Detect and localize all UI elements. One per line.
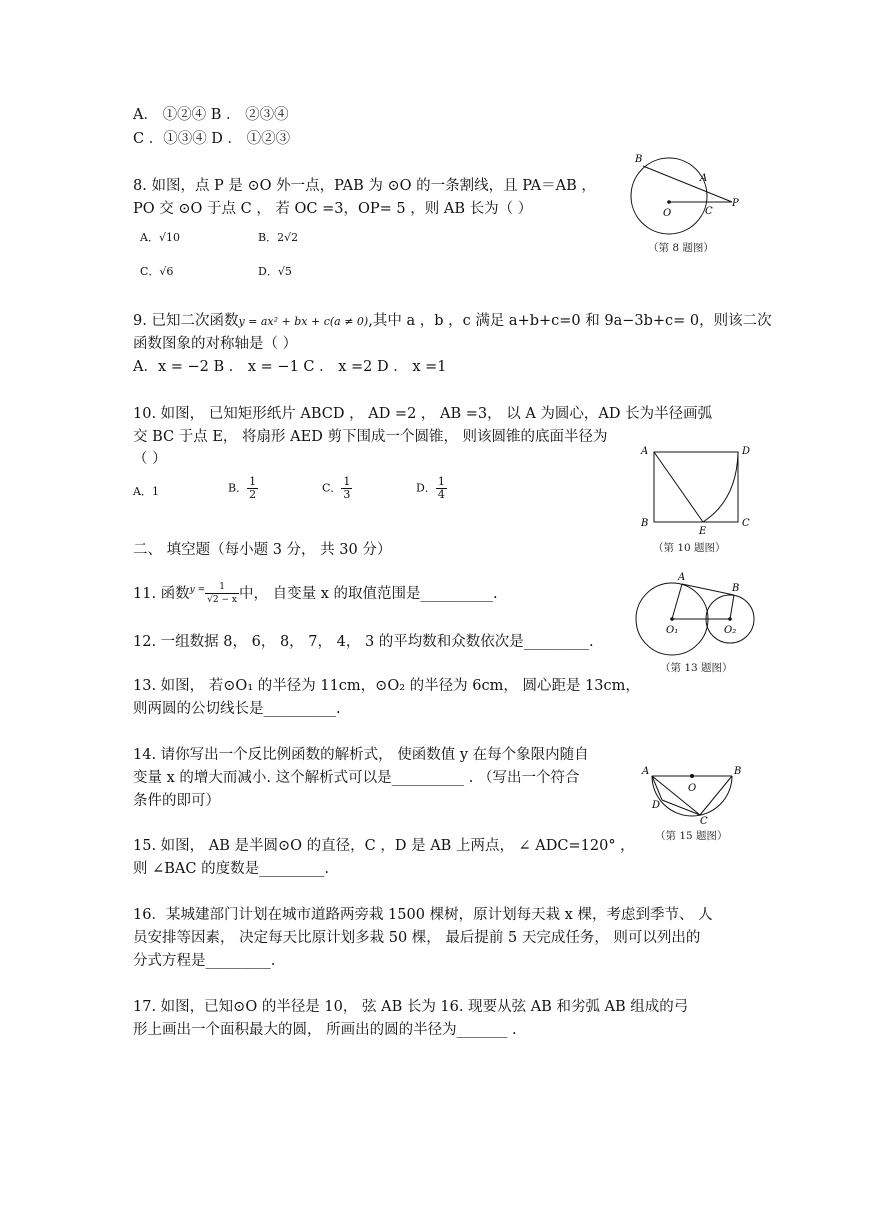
q8-label-c: C (705, 206, 713, 217)
q10-option-b-letter: B． (228, 481, 248, 495)
q10-option-d-fraction (436, 476, 447, 501)
q10-arc-de (703, 452, 738, 522)
q10-option-b-den: 2 (249, 488, 257, 501)
q13-caption: （第 13 题图） (660, 662, 733, 674)
q15-label-o: O (688, 783, 697, 794)
q15-label-d: D (652, 800, 661, 811)
q15-label-c: C (700, 816, 708, 826)
q15-stem-line1: 15. 如图， AB 是半圆⊙O 的直径，C ，D 是 AB 上两点， ∠ ADC=120° ， (133, 838, 635, 854)
q13-label-b: B (732, 583, 740, 594)
q7-options-line2: C ．①③④ D ． ①②③ (133, 131, 291, 147)
q11-suffix: 中， 自变量 x 的取值范围是__________. (238, 585, 498, 602)
q11-fraction-den: √2 − x (207, 595, 237, 606)
q17-stem-line2: 形上画出一个面积最大的圆， 所画出的圆的半径为_______ . (133, 1022, 517, 1038)
q13-stem-line2: 则两圆的公切线长是__________. (133, 701, 341, 717)
q8-secant-pb (643, 166, 732, 202)
q9-prefix: 9. 已知二次函数 (133, 313, 239, 329)
q16-stem-line3: 分式方程是_________. (133, 953, 276, 969)
q17-stem-line1: 17. 如图，已知⊙O 的半径是 10， 弦 AB 长为 16. 现要从弦 AB 和劣弧 AB 组成的弓 (133, 999, 689, 1015)
q15-semicircle-arc (652, 776, 732, 816)
q10-label-e: E (699, 526, 707, 537)
q10-stem-line2: 交 BC 于点 E， 将扇形 AED 剪下围成一个圆锥， 则该圆锥的底面半径为 (133, 429, 608, 445)
q12-stem: 12. 一组数据 8， 6， 8， 7， 4， 3 的平均数和众数依次是_________. (133, 634, 594, 650)
q10-option-b-fraction (247, 476, 258, 501)
q13-tangent-ab (682, 584, 734, 595)
q8-figure (625, 150, 745, 240)
q10-option-c-letter: C． (322, 481, 342, 495)
q11-fraction-num: 1 (205, 581, 239, 594)
q11-prefix: 11. 函数 (133, 585, 190, 602)
q8-label-p: P (732, 198, 739, 209)
q10-figure (633, 440, 758, 540)
q10-option-b-num: 1 (249, 475, 257, 488)
q8-caption: （第 8 题图） (648, 242, 714, 254)
q13-label-o2: O₂ (724, 625, 737, 636)
q10-option-c-num: 1 (343, 475, 351, 488)
q10-segment-ae (654, 452, 703, 522)
q16-stem-line1: 16．某城建部门计划在城市道路两旁栽 1500 棵树，原计划每天栽 x 棵，考虑到季节、 人 (133, 907, 713, 923)
q8-label-b: B (635, 154, 643, 165)
q15-stem-line2: 则 ∠BAC 的度数是_________. (133, 861, 329, 877)
q8-stem-line1: 8. 如图，点 P 是 ⊙O 外一点，PAB 为 ⊙O 的一条割线，且 PA＝AB ， (133, 178, 596, 194)
q8-label-a: A (700, 173, 708, 184)
q10-stem-line3: （ ） (133, 451, 167, 467)
q10-option-c-fraction (341, 476, 352, 501)
q11-fraction (205, 581, 239, 606)
q15-figure (640, 760, 745, 826)
q15-label-a: A (642, 766, 650, 777)
q10-label-c: C (742, 518, 750, 529)
q13-center-o2-dot (728, 617, 732, 621)
q8-label-o: O (663, 208, 672, 219)
q10-label-b: B (641, 518, 649, 529)
q14-stem-line1: 14. 请你写出一个反比例函数的解析式， 使函数值 y 在每个象限内随自 (133, 747, 589, 763)
q16-stem-line2: 员安排等因素， 决定每天比原计划多栽 50 棵， 最后提前 5 天完成任务， 则可以列出的 (133, 930, 701, 946)
q13-radius-o1a (672, 584, 682, 619)
q9-options: A．x = −2 B ． x = −1 C ． x =2 D ． x =1 (133, 359, 447, 375)
q10-caption: （第 10 题图） (653, 542, 726, 554)
q15-center-dot (690, 774, 694, 778)
q10-option-d (416, 476, 447, 501)
q10-label-a: A (641, 446, 649, 457)
q8-option-a: A．√10 (140, 231, 180, 244)
q13-stem-line1: 13. 如图， 若⊙O₁ 的半径为 11cm，⊙O₂ 的半径为 6cm， 圆心距是 13cm， (133, 678, 640, 694)
q14-stem-line3: 条件的即可） (133, 793, 220, 809)
section-2-heading: 二、 填空题（每小题 3 分， 共 30 分） (133, 542, 392, 558)
q10-option-d-num: 1 (437, 475, 445, 488)
q8-center-dot (667, 200, 671, 204)
q13-label-o1: O₁ (666, 625, 679, 636)
q10-option-c-den: 3 (343, 488, 351, 501)
q8-option-c: C．√6 (140, 265, 174, 278)
q11-stem (133, 580, 498, 606)
q10-stem-line1: 10. 如图， 已知矩形纸片 ABCD ， AD =2 ， AB =3， 以 A 为圆心，AD 长为半径画弧 (133, 406, 713, 422)
q13-center-o1-dot (670, 617, 674, 621)
q15-label-b: B (734, 766, 742, 777)
q8-stem-line2: PO 交 ⊙O 于点 C ， 若 OC =3，OP= 5 ，则 AB 长为（ ） (133, 201, 533, 217)
q11-formula-y: y = (189, 585, 206, 595)
q9-stem-line2: 函数图象的对称轴是（ ） (133, 336, 298, 352)
q14-stem-line2: 变量 x 的增大而减小. 这个解析式可以是__________ . （写出一个符合 (133, 770, 580, 786)
q15-caption: （第 15 题图） (655, 830, 728, 842)
q8-circle (631, 158, 707, 234)
q7-options-line1: A． ①②④ B ． ②③④ (133, 107, 289, 123)
q9-formula: y = ax² + bx + c(a ≠ 0) (238, 315, 369, 328)
q13-radius-o2b (730, 595, 734, 619)
q8-option-b: B．2√2 (258, 231, 299, 244)
q8-option-d: D．√5 (258, 265, 292, 278)
q10-option-a: A．1 (133, 485, 159, 498)
q9-suffix: ,其中 a ，b ，c 满足 a+b+c=0 和 9a−3b+c= 0，则该二次 (368, 313, 772, 329)
q10-option-b (228, 476, 258, 501)
q10-label-d: D (742, 446, 751, 457)
q10-option-d-letter: D． (416, 481, 436, 495)
q13-figure (630, 567, 760, 659)
q9-stem-line1 (133, 311, 772, 332)
q10-option-d-den: 4 (437, 488, 445, 501)
q13-label-a: A (678, 572, 686, 583)
q10-option-c (322, 476, 352, 501)
